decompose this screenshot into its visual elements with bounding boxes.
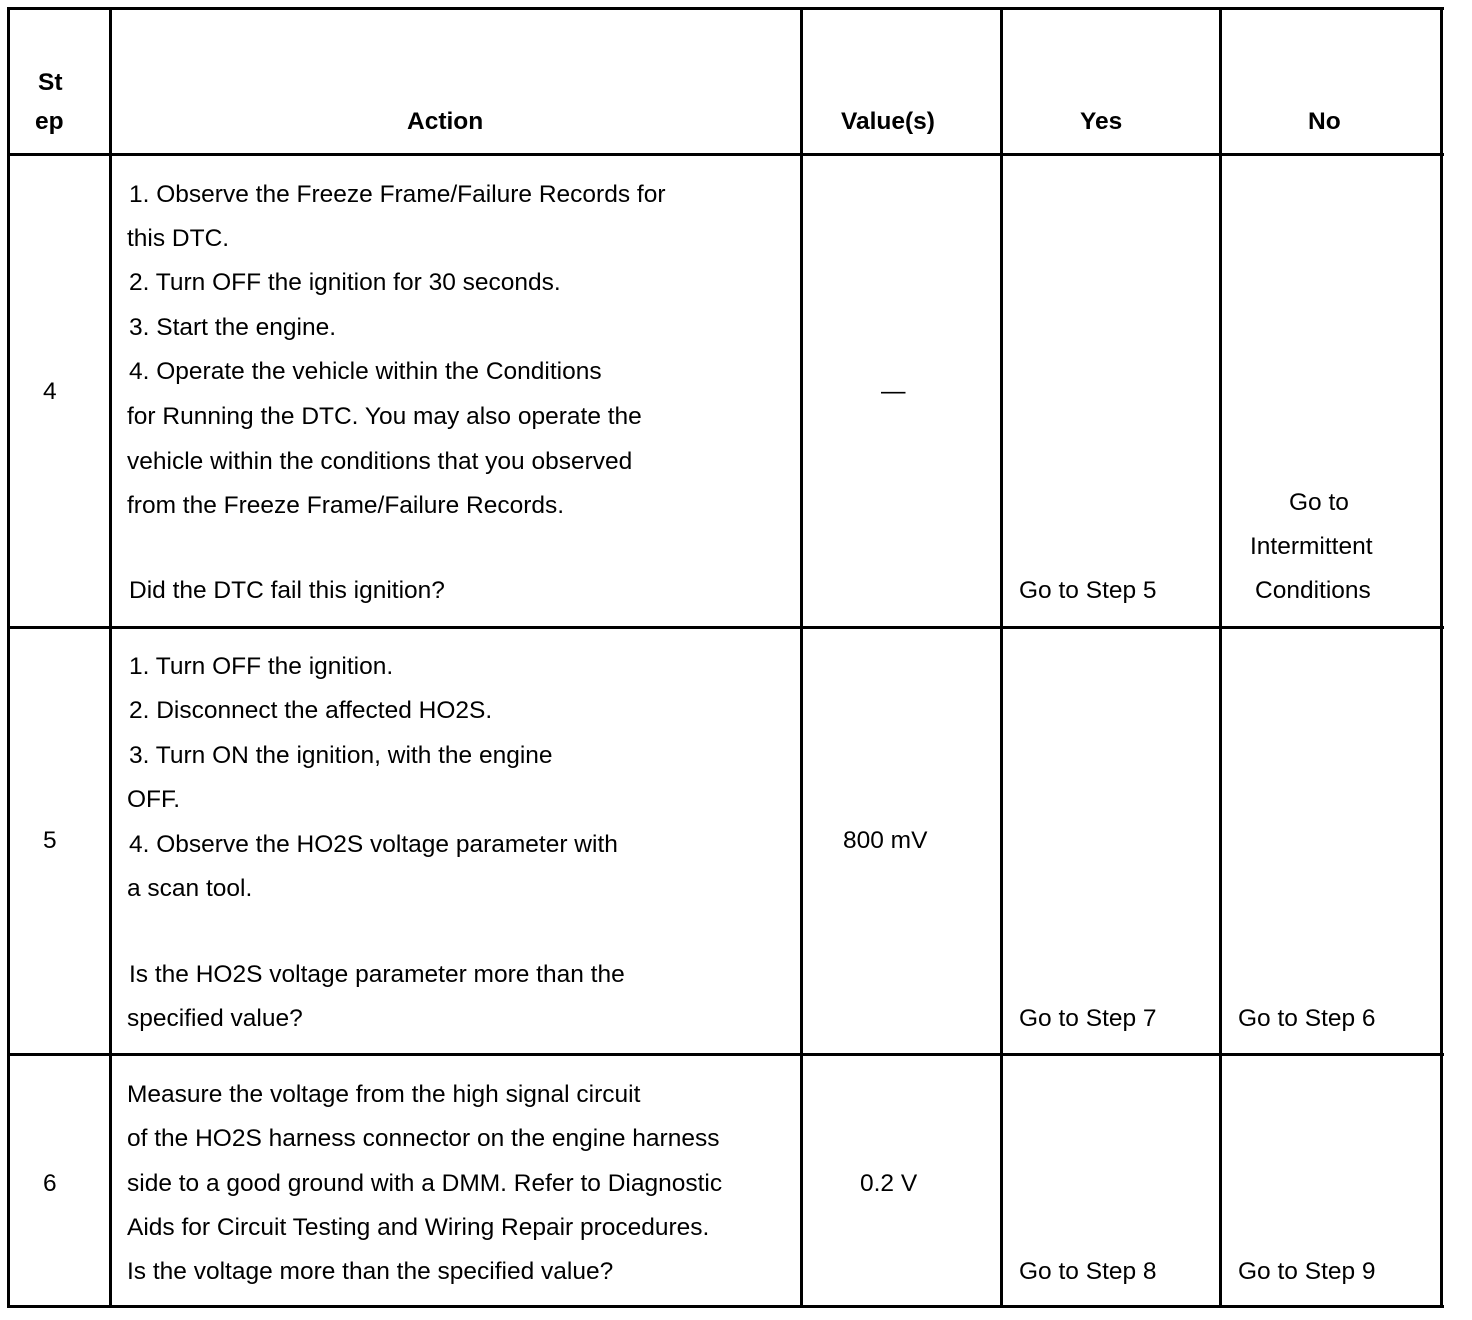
header-action: Action: [407, 108, 484, 135]
value-cell: 0.2 V: [860, 1170, 918, 1197]
action-line: 3. Start the engine.: [129, 314, 337, 341]
action-line: 1. Observe the Freeze Frame/Failure Records for: [129, 181, 666, 208]
action-question: Is the voltage more than the specified value?: [127, 1258, 614, 1285]
header-step: St: [38, 69, 63, 96]
action-line: 2. Turn OFF the ignition for 30 seconds.: [129, 269, 561, 296]
action-line: 2. Disconnect the affected HO2S.: [129, 697, 493, 724]
value-cell: 800 mV: [843, 827, 928, 854]
value-cell: —: [881, 378, 906, 405]
yes-cell: Go to Step 5: [1019, 577, 1157, 604]
step-number: 4: [43, 378, 57, 405]
action-line: 1. Turn OFF the ignition.: [129, 653, 394, 680]
step-number: 5: [43, 827, 57, 854]
header-values: Value(s): [841, 108, 935, 135]
action-line: 4. Observe the HO2S voltage parameter with: [129, 831, 618, 858]
header-yes: Yes: [1080, 108, 1123, 135]
action-question: Did the DTC fail this ignition?: [129, 577, 445, 604]
action-line: this DTC.: [127, 225, 230, 252]
no-cell: Go to: [1289, 489, 1349, 516]
column-divider: [1000, 7, 1003, 1308]
no-cell: Conditions: [1255, 577, 1371, 604]
action-line: for Running the DTC. You may also operate the: [127, 403, 642, 430]
action-line: Aids for Circuit Testing and Wiring Repair procedures.: [127, 1214, 710, 1241]
action-line: Measure the voltage from the high signal circuit: [127, 1081, 641, 1108]
action-line: OFF.: [127, 786, 181, 813]
border-top: [7, 7, 1444, 10]
no-cell: Go to Step 6: [1238, 1005, 1376, 1032]
action-question: Is the HO2S voltage parameter more than the: [129, 961, 625, 988]
border-left: [7, 7, 10, 1308]
step-number: 6: [43, 1170, 57, 1197]
column-divider: [1219, 7, 1222, 1308]
border-right: [1440, 7, 1443, 1308]
action-line: a scan tool.: [127, 875, 253, 902]
yes-cell: Go to Step 8: [1019, 1258, 1157, 1285]
action-line: vehicle within the conditions that you observed: [127, 448, 633, 475]
column-divider: [109, 7, 112, 1308]
yes-cell: Go to Step 7: [1019, 1005, 1157, 1032]
action-line: 4. Operate the vehicle within the Conditions: [129, 358, 602, 385]
column-divider: [800, 7, 803, 1308]
header-divider: [7, 153, 1444, 156]
header-step: ep: [35, 108, 64, 135]
no-cell: Intermittent: [1250, 533, 1373, 560]
row-divider: [7, 626, 1444, 629]
action-line: side to a good ground with a DMM. Refer to Diagnostic: [127, 1170, 723, 1197]
no-cell: Go to Step 9: [1238, 1258, 1376, 1285]
row-divider: [7, 1053, 1444, 1056]
action-question: specified value?: [127, 1005, 303, 1032]
action-line: from the Freeze Frame/Failure Records.: [127, 492, 565, 519]
action-line: 3. Turn ON the ignition, with the engine: [129, 742, 553, 769]
border-bottom: [7, 1305, 1444, 1308]
action-line: of the HO2S harness connector on the engine harness: [127, 1125, 720, 1152]
header-no: No: [1308, 108, 1341, 135]
